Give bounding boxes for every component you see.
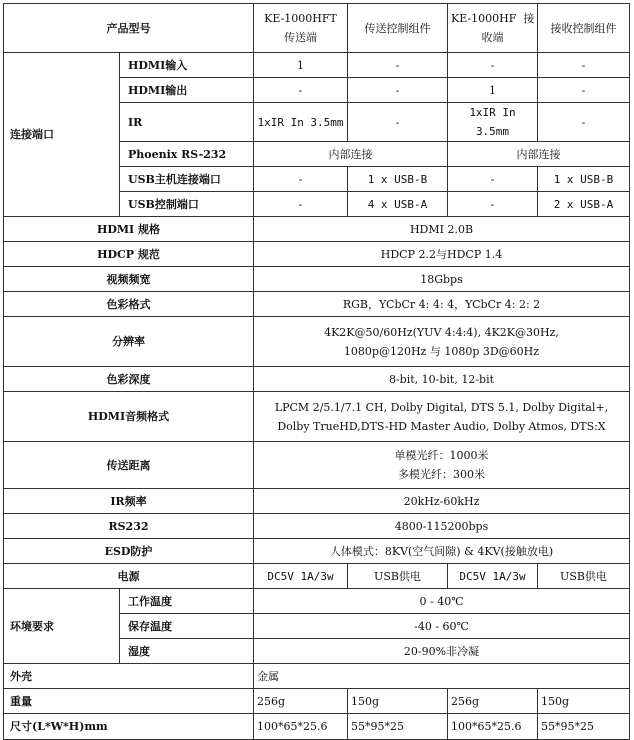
spec-value: [254, 442, 630, 489]
cell-value: 1 x USB-B: [538, 167, 630, 192]
table-row: [4, 392, 630, 442]
cell-value: -: [254, 78, 348, 103]
table-row: [4, 689, 630, 714]
header-col1-line1: KE-1000HFT: [264, 12, 337, 25]
spec-label: 视频频宽: [4, 267, 254, 292]
cell-value: 55*95*25: [538, 714, 630, 740]
env-value: 20-90%非冷凝: [254, 639, 630, 664]
table-row: [4, 367, 630, 392]
env-value: -40 - 60℃: [254, 614, 630, 639]
spec-value-line: 4K2K@50/60Hz(YUV 4:4:4), 4K2K@30Hz,: [324, 325, 559, 339]
spec-value-line: 1080p@120Hz 与 1080p 3D@60Hz: [343, 344, 540, 358]
cell-value: -: [254, 167, 348, 192]
cell-value: USB供电: [348, 564, 448, 589]
spec-value: 金属: [254, 664, 630, 689]
spec-value-line: Dolby TrueHD,DTS-HD Master Audio, Dolby Atmos, DTS:X: [277, 419, 606, 433]
header-col1-line2: 传送端: [284, 31, 317, 44]
spec-label: ESD防护: [4, 539, 254, 564]
ports-group-label: 连接端口: [4, 53, 120, 217]
header-col3: [448, 4, 538, 53]
table-row: [4, 714, 630, 740]
table-row: [4, 489, 630, 514]
cell-value: 4 x USB-A: [348, 192, 448, 217]
cell-value: 100*65*25.6: [254, 714, 348, 740]
cell-value: USB供电: [538, 564, 630, 589]
table-row: [4, 564, 630, 589]
cell-value: 2 x USB-A: [538, 192, 630, 217]
spec-label: 外壳: [4, 664, 254, 689]
spec-value: HDCP 2.2与HDCP 1.4: [254, 242, 630, 267]
port-name: USB控制端口: [120, 192, 254, 217]
table-row: [4, 292, 630, 317]
cell-value: -: [348, 103, 448, 142]
port-name: IR: [120, 103, 254, 142]
spec-label: 重量: [4, 689, 254, 714]
spec-label: RS232: [4, 514, 254, 539]
spec-value-line: 单模光纤：1000米: [394, 449, 489, 462]
table-row: [4, 664, 630, 689]
spec-label: HDMI音频格式: [4, 392, 254, 442]
spec-label: 传送距离: [4, 442, 254, 489]
spec-value: 4800-115200bps: [254, 514, 630, 539]
header-col3-line2: 收端: [481, 31, 504, 44]
spec-value: HDMI 2.0B: [254, 217, 630, 242]
table-row: [4, 242, 630, 267]
spec-value-line: 多模光纤：300米: [398, 468, 485, 481]
spec-label: HDMI 规格: [4, 217, 254, 242]
env-name: 保存温度: [120, 614, 254, 639]
spec-value: [254, 392, 630, 442]
cell-value: 1 x USB-B: [348, 167, 448, 192]
spec-label: 色彩深度: [4, 367, 254, 392]
spec-value: 20kHz-60kHz: [254, 489, 630, 514]
cell-value: -: [448, 192, 538, 217]
cell-value-merged: 内部连接: [254, 142, 448, 167]
env-value: 0 - 40℃: [254, 589, 630, 614]
cell-value: 55*95*25: [348, 714, 448, 740]
spec-label: 分辨率: [4, 317, 254, 367]
port-name: USB主机连接端口: [120, 167, 254, 192]
cell-value: 100*65*25.6: [448, 714, 538, 740]
table-row: [4, 442, 630, 489]
env-name: 工作温度: [120, 589, 254, 614]
header-col3-line1: KE-1000HF 接: [451, 12, 535, 25]
table-row: [4, 53, 630, 78]
cell-value: -: [348, 53, 448, 78]
table-row: [4, 514, 630, 539]
table-row: [4, 539, 630, 564]
cell-value: -: [538, 78, 630, 103]
spec-value: 8-bit, 10-bit, 12-bit: [254, 367, 630, 392]
header-col1: [254, 4, 348, 53]
env-name: 湿度: [120, 639, 254, 664]
spec-value: [254, 317, 630, 367]
header-col4: 接收控制组件: [538, 4, 630, 53]
cell-value: 1: [254, 53, 348, 78]
port-name: HDMI输出: [120, 78, 254, 103]
spec-value: RGB，YCbCr 4: 4: 4，YCbCr 4: 2: 2: [254, 292, 630, 317]
spec-value-line: LPCM 2/5.1/7.1 CH, Dolby Digital, DTS 5.1, Dolby Digital+,: [274, 400, 609, 414]
cell-value: 1: [448, 78, 538, 103]
cell-value: 256g: [448, 689, 538, 714]
spec-label: IR频率: [4, 489, 254, 514]
port-name: Phoenix RS-232: [120, 142, 254, 167]
port-name: HDMI输入: [120, 53, 254, 78]
cell-value: -: [448, 167, 538, 192]
spec-label: 色彩格式: [4, 292, 254, 317]
spec-label: 尺寸(L*W*H)mm: [4, 714, 254, 740]
spec-value: 人体模式：8KV(空气间隙) & 4KV(接触放电): [254, 539, 630, 564]
cell-value: 150g: [348, 689, 448, 714]
cell-value-merged: 内部连接: [448, 142, 630, 167]
spec-label: HDCP 规范: [4, 242, 254, 267]
spec-table: [3, 3, 630, 740]
header-col2: 传送控制组件: [348, 4, 448, 53]
spec-value: 18Gbps: [254, 267, 630, 292]
table-row: [4, 267, 630, 292]
cell-value: -: [538, 103, 630, 142]
cell-value: 150g: [538, 689, 630, 714]
header-row: [4, 4, 630, 53]
cell-value: 1xIR In 3.5mm: [254, 103, 348, 142]
header-label: 产品型号: [4, 4, 254, 53]
table-row: [4, 589, 630, 614]
cell-value: -: [448, 53, 538, 78]
environment-group-label: 环境要求: [4, 589, 120, 664]
cell-value: DC5V 1A/3w: [448, 564, 538, 589]
cell-value: DC5V 1A/3w: [254, 564, 348, 589]
spec-label: 电源: [4, 564, 254, 589]
table-row: [4, 217, 630, 242]
cell-value: -: [348, 78, 448, 103]
cell-value: -: [254, 192, 348, 217]
table-row: [4, 317, 630, 367]
cell-value: 1xIR In 3.5mm: [448, 103, 538, 142]
cell-value: 256g: [254, 689, 348, 714]
cell-value: -: [538, 53, 630, 78]
